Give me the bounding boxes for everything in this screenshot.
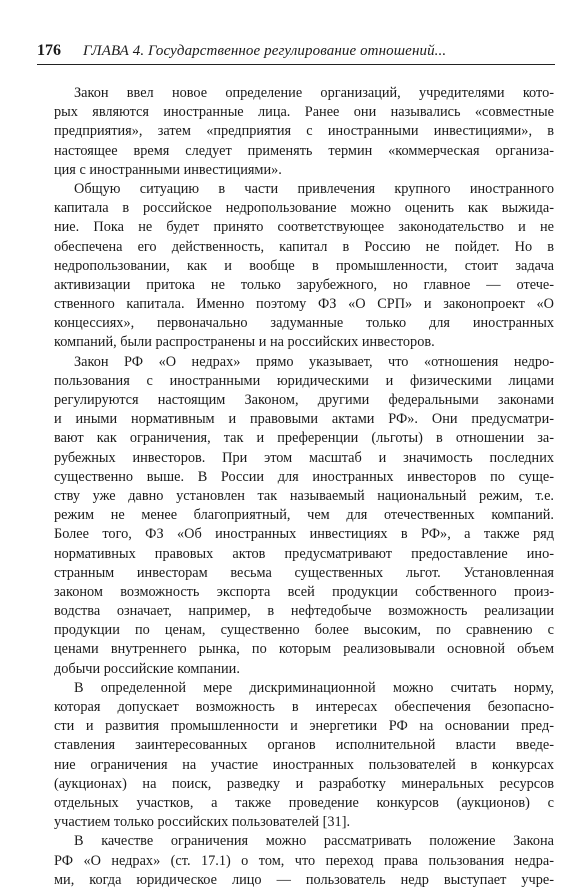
text-line: законом возможность экспорта всей продукции собственного произ- [54, 583, 554, 600]
text-line: Закон ввел новое определение организаций, учредителями кото- [74, 85, 554, 101]
text-line: обеспечена его действенность, капитал в Россию не пойдет. Но в [54, 238, 554, 255]
text-line: ственного капитала. Именно поэтому ФЗ «О СРП» и законопроект «О [54, 296, 554, 313]
page-header [37, 42, 554, 60]
text-line: (аукционах) на поиск, разведку и разработку минеральных ресурсов [54, 775, 554, 792]
header-rule [37, 64, 555, 65]
text-line: и иными нормативным и правовыми актами РФ». Они предусматри- [54, 411, 554, 428]
text-line: рых являются иностранные лица. Ранее они назывались «совместные [54, 104, 554, 121]
text-line: В качестве ограничения можно рассматривать положение Закона [74, 833, 554, 850]
paragraph [54, 832, 554, 890]
text-line: капитала в российское недропользование можно оценить как выжида- [54, 200, 554, 217]
page-body [54, 84, 554, 890]
text-line: ставления заинтересованных органов исполнительной власти введе- [54, 737, 554, 754]
text-line: вают как ограничения, так и преференции (льготы) в отношении за- [54, 430, 554, 447]
text-line: ние ограничения на участие иностранных пользователей в конкурсах [54, 756, 554, 773]
page-number: 176 [37, 42, 61, 59]
text-line: странным инвесторам весьма существенных льгот. Установленная [54, 564, 554, 581]
text-line: концессиях», первоначально задуманные только для иностранных [54, 315, 554, 332]
text-line: сти и развития промышленности и энергетики РФ на основании пред- [54, 718, 554, 735]
text-line: ству уже давно установлен так называемый национальный режим, т.е. [54, 487, 554, 504]
text-line: Более того, ФЗ «Об иностранных инвестициях в РФ», а также ряд [54, 526, 554, 543]
paragraph [54, 84, 554, 180]
text-line: компаний, были распространены и на российских инвесторов. [54, 334, 435, 351]
text-line: нормативных правовых актов предусматривают предоставление ино- [54, 545, 554, 562]
text-line: существенно выше. В России для иностранных инвесторов по суще- [54, 468, 554, 485]
text-line: режим не менее благоприятный, чем для отечественных компаний. [54, 507, 554, 524]
text-line: продукции по ценам, существенно более высоким, по сравнению с [54, 622, 554, 639]
text-line: добычи российские компании. [54, 660, 240, 677]
text-line: ценами внутреннего рынка, по которым реализовывали основной объем [54, 641, 554, 658]
paragraph [54, 180, 554, 353]
text-line: отдельных участков, а также проведение конкурсов (аукционов) с [54, 794, 554, 811]
text-line: водства означает, например, в нефтедобыче возможность реализации [54, 603, 554, 620]
text-line: ми, когда юридическое лицо — пользователь недр выступает учре- [54, 871, 554, 888]
text-line: недропользовании, как и вообще в промышленности, стоит задача [54, 257, 554, 274]
text-line: ние. Пока не будет принято соответствующее законодательство и не [54, 219, 554, 236]
text-line: пользования с иностранными юридическими и физическими лицами [54, 372, 554, 389]
paragraph [54, 679, 554, 833]
text-line: РФ «О недрах» (ст. 17.1) о том, что переход права пользования недра- [54, 852, 554, 869]
text-line: Закон РФ «О недрах» прямо указывает, что «отношения недро- [74, 353, 554, 370]
text-line: рубежных инвесторов. При этом масштаб и значимость последних [54, 449, 554, 466]
running-title: ГЛАВА 4. Государственное регулирование отношений... [83, 43, 447, 59]
text-line: В определенной мере дискриминационной можно считать норму, [74, 679, 554, 696]
text-line: предприятия», затем «предприятия с иностранными инвестициями», в [54, 123, 554, 140]
text-line: регулируются настоящим Законом, другими федеральными законами [54, 392, 554, 408]
text-line: участием только российских пользователей [31]. [54, 814, 351, 831]
paragraph [54, 353, 554, 679]
text-line: которая допускает возможность в интересах обеспечения безопасно- [54, 699, 554, 715]
text-line: активизации притока не только зарубежного, но главное — отече- [54, 276, 554, 293]
text-line: Общую ситуацию в части привлечения крупного иностранного [74, 180, 554, 197]
text-line: ция с иностранными инвестициями». [54, 161, 282, 178]
text-line: настоящее время следует применять термин «коммерческая организа- [54, 142, 554, 159]
